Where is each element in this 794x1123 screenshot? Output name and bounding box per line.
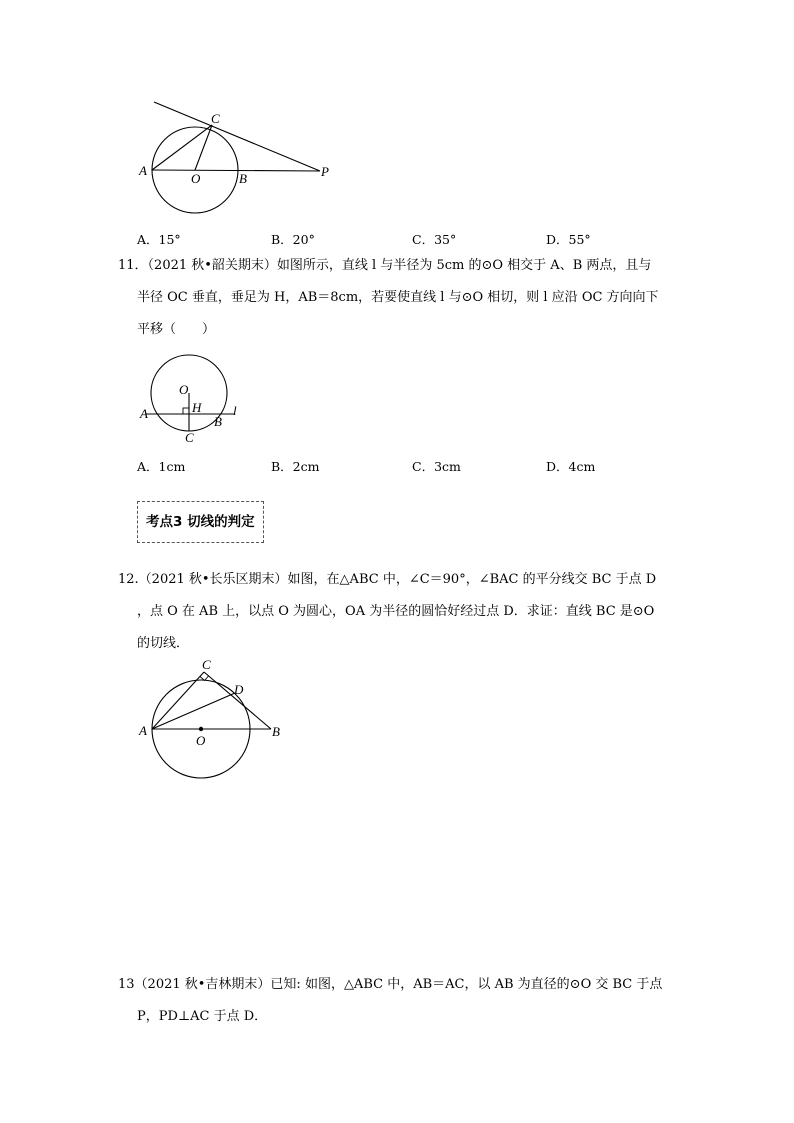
figure-q12 bbox=[134, 655, 294, 780]
q12-line-1: 12.（2021 秋•长乐区期末）如图，在△ABC 中，∠C＝90°，∠BAC 的平分线交 BC 于点 D bbox=[118, 572, 657, 587]
q11-line-1: 11．（2021 秋•韶关期末）如图所示，直线 l 与半径为 5cm 的⊙O 相交于 A、B 两点，且与 bbox=[118, 258, 652, 273]
q11-option-c: C．3cm bbox=[412, 459, 461, 474]
segment-cb bbox=[204, 672, 271, 729]
q12-line-3: 的切线． bbox=[137, 636, 190, 651]
label-h: H bbox=[192, 400, 202, 415]
label-b: B bbox=[239, 171, 247, 186]
right-angle-mark bbox=[183, 408, 189, 414]
q13-line-2: P，PD⊥AC 于点 D． bbox=[137, 1009, 268, 1024]
label-o: O bbox=[179, 382, 189, 397]
label-d: D bbox=[234, 682, 244, 697]
label-b: B bbox=[214, 414, 222, 429]
label-a: A bbox=[140, 406, 148, 421]
label-c: C bbox=[211, 111, 220, 126]
figure-q11 bbox=[136, 352, 256, 447]
label-c: C bbox=[185, 430, 194, 445]
q10-option-a: A．15° bbox=[137, 232, 181, 247]
section-heading: 考点3 切线的判定 bbox=[137, 501, 264, 543]
label-a: A bbox=[139, 723, 147, 738]
q11-line-3: 平移（ ） bbox=[137, 322, 216, 337]
segment-ad bbox=[152, 693, 235, 729]
q11-option-d: D．4cm bbox=[546, 459, 596, 474]
q11-option-b: B．2cm bbox=[271, 459, 320, 474]
q11-line-2: 半径 OC 垂直，垂足为 H，AB＝8cm，若要使直线 l 与⊙O 相切，则 l 应沿 OC 方向向下 bbox=[137, 290, 659, 305]
label-o: O bbox=[196, 733, 206, 748]
secant-ap bbox=[152, 170, 320, 171]
segment-ac bbox=[152, 672, 204, 729]
q10-option-d: D．55° bbox=[546, 232, 591, 247]
label-o: O bbox=[191, 171, 201, 186]
label-b: B bbox=[272, 724, 280, 739]
q10-option-b: B．20° bbox=[271, 232, 315, 247]
label-p: P bbox=[321, 164, 329, 179]
label-l: l bbox=[233, 403, 237, 418]
label-a: A bbox=[139, 163, 147, 178]
q13-line-1: 13（2021 秋•吉林期末）已知: 如图，△ABC 中，AB＝AC，以 AB 为直径的⊙O 交 BC 于点 bbox=[118, 977, 663, 992]
q10-option-c: C．35° bbox=[412, 232, 457, 247]
figure-q10 bbox=[130, 92, 340, 222]
q11-option-a: A．1cm bbox=[137, 459, 186, 474]
q12-line-2: ，点 O 在 AB 上，以点 O 为圆心，OA 为半径的圆恰好经过点 D．求证：直线 BC 是⊙O bbox=[137, 604, 655, 619]
label-c: C bbox=[202, 657, 211, 672]
